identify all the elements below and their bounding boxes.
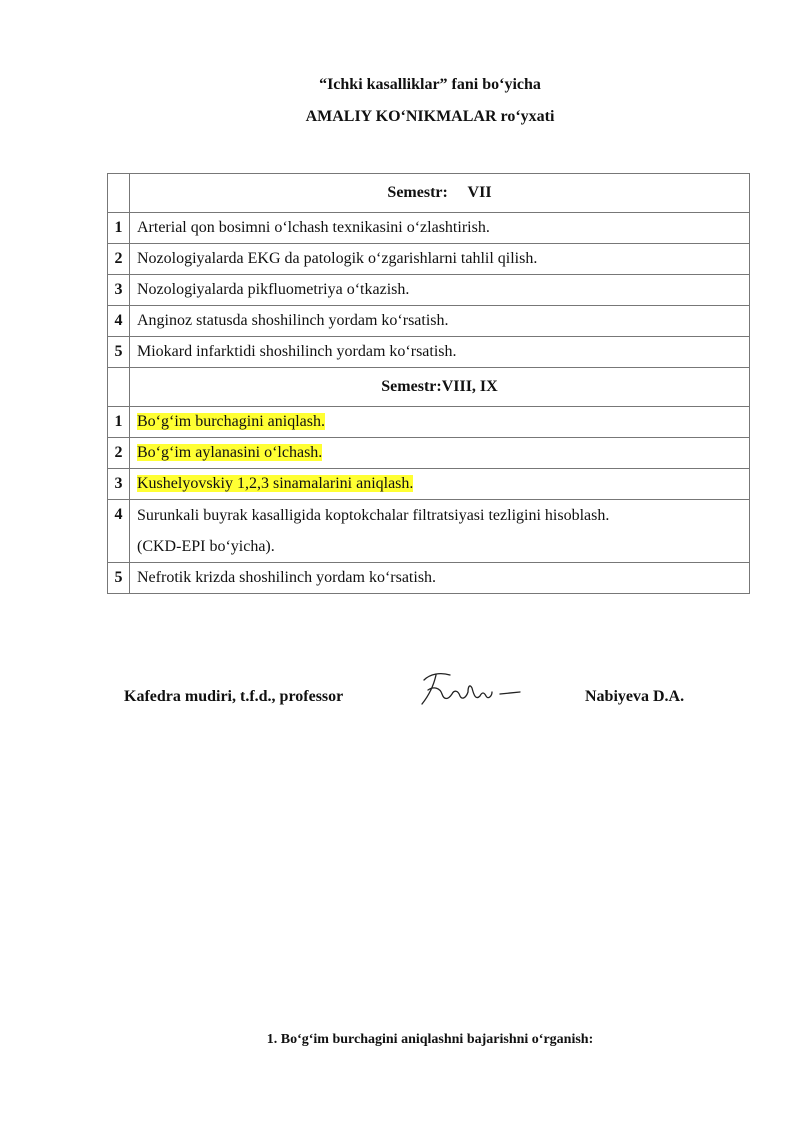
row-number: 1 bbox=[108, 213, 130, 244]
table-row bbox=[108, 275, 750, 306]
row-number: 2 bbox=[108, 244, 130, 275]
table-row bbox=[108, 438, 750, 469]
row-text bbox=[130, 469, 750, 500]
row-text: Nozologiyalarda pikfluometriya o‘tkazish. bbox=[130, 275, 750, 306]
row-text: Nozologiyalarda EKG da patologik o‘zgarishlarni tahlil qilish. bbox=[130, 244, 750, 275]
row-text-line2: (CKD-EPI bo‘yicha). bbox=[137, 538, 275, 555]
row-number: 3 bbox=[108, 275, 130, 306]
highlighted-text: Bo‘g‘im burchagini aniqlash. bbox=[137, 413, 325, 430]
highlighted-text: Kushelyovskiy 1,2,3 sinamalarini aniqlash. bbox=[137, 475, 414, 492]
table-row bbox=[108, 244, 750, 275]
signer-position: Kafedra mudiri, t.f.d., professor bbox=[124, 688, 344, 705]
row-number: 4 bbox=[108, 306, 130, 337]
row-text-line1: Surunkali buyrak kasalligida koptokchalar filtratsiyasi tezligini hisoblash. bbox=[137, 507, 610, 524]
signer-name: Nabiyeva D.A. bbox=[585, 688, 685, 705]
table-row bbox=[108, 407, 750, 438]
row-number: 5 bbox=[108, 563, 130, 594]
row-number: 5 bbox=[108, 337, 130, 368]
table-row bbox=[108, 213, 750, 244]
row-text bbox=[130, 500, 750, 563]
row-text bbox=[130, 438, 750, 469]
row-number: 3 bbox=[108, 469, 130, 500]
row-number: 1 bbox=[108, 407, 130, 438]
semester-header-row bbox=[108, 174, 750, 213]
semester-label: Semestr:VIII, IX bbox=[130, 368, 750, 407]
row-text: Miokard infarktidi shoshilinch yordam ko‘rsatish. bbox=[130, 337, 750, 368]
row-text: Nefrotik krizda shoshilinch yordam ko‘rsatish. bbox=[130, 563, 750, 594]
document-title-line2: AMALIY KO‘NIKMALAR ro‘yxati bbox=[305, 108, 555, 125]
table-row bbox=[108, 500, 750, 563]
empty-cell bbox=[108, 368, 130, 407]
table-row bbox=[108, 563, 750, 594]
empty-cell bbox=[108, 174, 130, 213]
row-text: Arterial qon bosimni o‘lchash texnikasini o‘zlashtirish. bbox=[130, 213, 750, 244]
table-row bbox=[108, 306, 750, 337]
table-row bbox=[108, 337, 750, 368]
document-title-line1: “Ichki kasalliklar” fani bo‘yicha bbox=[319, 76, 541, 93]
row-number: 2 bbox=[108, 438, 130, 469]
table-row bbox=[108, 469, 750, 500]
row-text bbox=[130, 407, 750, 438]
row-text: Anginoz statusda shoshilinch yordam ko‘rsatish. bbox=[130, 306, 750, 337]
highlighted-text: Bo‘g‘im aylanasini o‘lchash. bbox=[137, 444, 323, 461]
row-number: 4 bbox=[108, 500, 130, 563]
section-heading: 1. Bo‘g‘im burchagini aniqlashni bajarishni o‘rganish: bbox=[266, 1032, 594, 1047]
skills-table bbox=[107, 173, 750, 594]
semester-label: Semestr: VII bbox=[130, 174, 750, 213]
semester-header-row bbox=[108, 368, 750, 407]
handwritten-signature bbox=[416, 666, 526, 710]
